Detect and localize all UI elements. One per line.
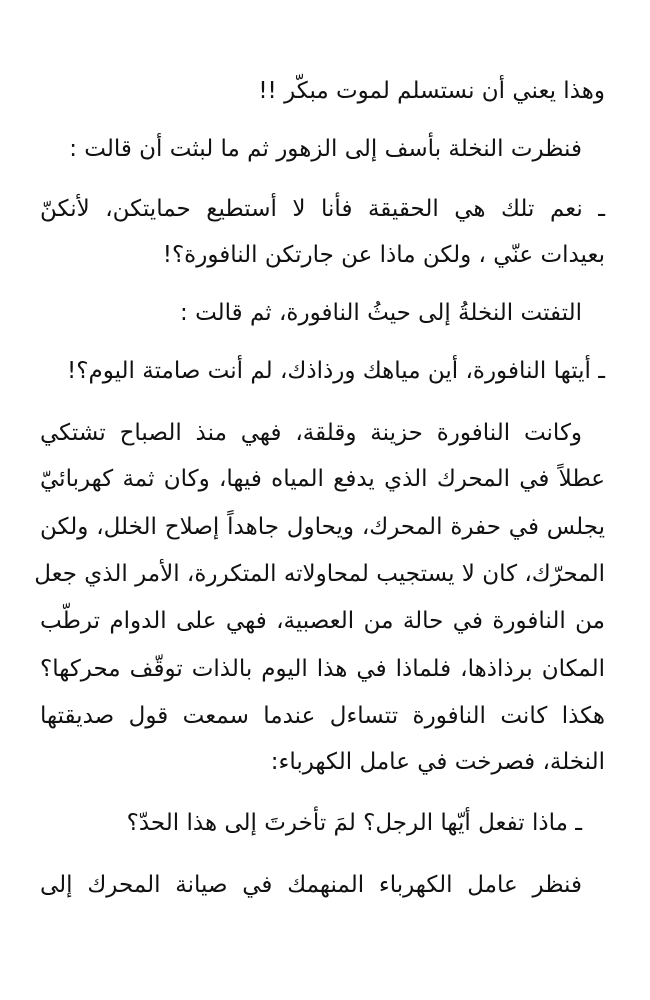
text-line: وكانت النافورة حزينة وقلقة، فهي منذ الصباح تشتكي <box>40 420 582 446</box>
text-line: بعيدات عنّي ، ولكن ماذا عن جارتكن النافورة؟! <box>162 242 605 268</box>
text-line: ـ أيتها النافورة، أين مياهك ورذاذك، لم أنت صامتة اليوم؟! <box>67 358 605 384</box>
text-line: عطلاً في المحرك الذي يدفع المياه فيها، وكان ثمة كهربائيّ <box>40 466 605 492</box>
text-line: فنظر عامل الكهرباء المنهمك في صيانة المحرك إلى <box>40 872 582 898</box>
text-line: المحرّك، كان لا يستجيب لمحاولاته المتكررة، الأمر الذي جعل <box>34 561 605 587</box>
text-line: يجلس في حفرة المحرك، ويحاول جاهداً إصلاح الخلل، ولكن <box>40 514 605 540</box>
text-line: التفتت النخلةُ إلى حيثُ النافورة، ثم قالت : <box>180 300 582 326</box>
text-line: ـ نعم تلك هي الحقيقة فأنا لا أستطيع حمايتكن، لأنكنّ <box>40 196 605 222</box>
text-line: هكذا كانت النافورة تتساءل عندما سمعت قول صديقتها <box>40 703 605 729</box>
text-line: النخلة، فصرخت في عامل الكهرباء: <box>270 749 605 775</box>
text-line: وهذا يعني أن نستسلم لموت مبكّر !! <box>258 78 605 104</box>
text-line: ـ ماذا تفعل أيّها الرجل؟ لمَ تأخرتَ إلى هذا الحدّ؟ <box>126 810 582 836</box>
text-line: فنظرت النخلة بأسف إلى الزهور ثم ما لبثت أن قالت : <box>69 136 582 162</box>
text-line: المكان برذاذها، فلماذا في هذا اليوم بالذات توقّف محركها؟ <box>40 656 605 682</box>
text-line: من النافورة في حالة من العصبية، فهي على الدوام ترطّب <box>40 608 605 634</box>
